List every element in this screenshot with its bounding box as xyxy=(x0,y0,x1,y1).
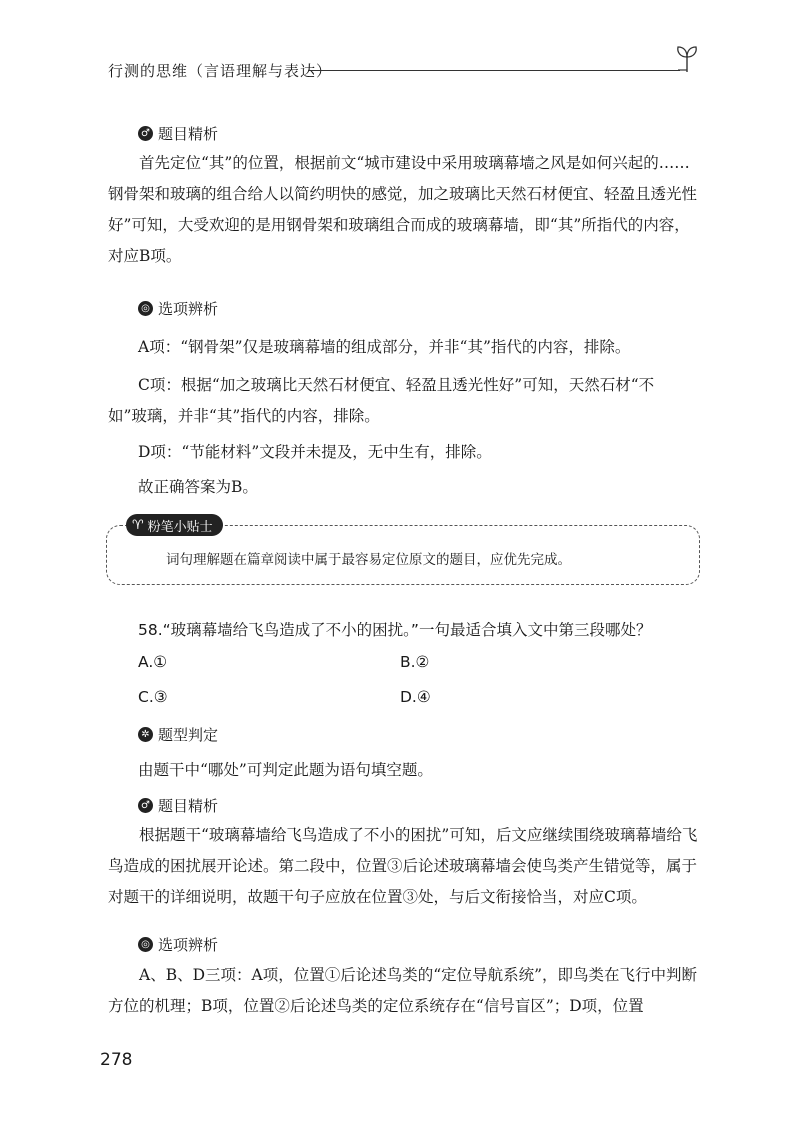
options-icon: ◎ xyxy=(138,301,153,316)
sprout-icon xyxy=(674,44,700,74)
q58-analysis xyxy=(108,820,698,913)
section-options-2 xyxy=(138,934,218,955)
q58-analysis-text: 根据题干“玻璃幕墙给飞鸟造成了不小的困扰”可知，后文应继续围绕玻璃幕墙给飞鸟造成的困扰展开论述。第二段中，位置③后论述玻璃幕墙会使鸟类产生错觉等，属于对题干的详细说明，故题干句子应放在位置③处，与后文衔接恰当，对应C项。 xyxy=(108,826,698,906)
q57-option-c-line2: 如”玻璃，并非“其”指代的内容，排除。 xyxy=(108,407,380,425)
section-title: 选项辨析 xyxy=(158,936,219,954)
section-title: 题目精析 xyxy=(158,125,219,143)
q58-options-analysis-text: A、B、D三项：A项，位置①后论述鸟类的“定位导航系统”，即鸟类在飞行中判断方位的机理；B项，位置②后论述鸟类的定位系统存在“信号盲区”；D项，位置 xyxy=(108,966,698,1015)
section-options-1 xyxy=(138,298,218,319)
q57-analysis-text: 首先定位“其”的位置，根据前文“城市建设中采用玻璃幕墙之风是如何兴起的……钢骨架和玻璃的组合给人以简约明快的感觉，加之玻璃比天然石材便宜、轻盈且透光性好”可知，大受欢迎的是用钢骨架和玻璃组合而成的玻璃幕墙，即“其”所指代的内容，对应B项。 xyxy=(108,154,698,265)
running-header xyxy=(108,58,708,88)
options-icon: ◎ xyxy=(138,937,153,952)
tip-label-text: 粉笔小贴士 xyxy=(147,519,213,535)
section-title: 题型判定 xyxy=(158,726,219,744)
q58-question: 58.“玻璃幕墙给飞鸟造成了不小的困扰。”一句最适合填入文中第三段哪处？ xyxy=(138,621,652,639)
section-analysis-2 xyxy=(138,795,218,816)
tip-label xyxy=(126,514,223,536)
sprout-icon: ♈ xyxy=(132,517,144,533)
q58-option-a: A.① xyxy=(138,653,168,671)
q57-option-d: D项：“节能材料”文段并未提及，无中生有，排除。 xyxy=(138,443,492,461)
q58-option-c: C.③ xyxy=(138,688,168,706)
page-number: 278 xyxy=(100,1050,133,1070)
tip-text: 词句理解题在篇章阅读中属于最容易定位原文的题目，应优先完成。 xyxy=(166,552,571,568)
analysis-icon: ♂ xyxy=(138,126,153,141)
q57-option-a: A项：“钢骨架”仅是玻璃幕墙的组成部分，并非“其”指代的内容，排除。 xyxy=(138,338,631,356)
q58-option-b: B.② xyxy=(400,653,430,671)
q57-analysis xyxy=(108,148,698,272)
gear-icon: ✲ xyxy=(138,727,153,742)
analysis-icon: ♂ xyxy=(138,798,153,813)
q58-option-d: D.④ xyxy=(400,688,431,706)
header-rule xyxy=(308,70,680,71)
q58-options-analysis xyxy=(108,960,698,1022)
q57-option-c-line1: C项：根据“加之玻璃比天然石材便宜、轻盈且透光性好”可知，天然石材“不 xyxy=(138,376,655,394)
section-title: 题目精析 xyxy=(158,797,219,815)
q57-answer: 故正确答案为B。 xyxy=(138,478,258,496)
header-title: 行测的思维（言语理解与表达） xyxy=(108,62,333,80)
section-type-2 xyxy=(138,724,218,745)
q58-type-text: 由题干中“哪处”可判定此题为语句填空题。 xyxy=(138,761,433,779)
section-title: 选项辨析 xyxy=(158,300,219,318)
section-analysis-1 xyxy=(138,123,218,144)
